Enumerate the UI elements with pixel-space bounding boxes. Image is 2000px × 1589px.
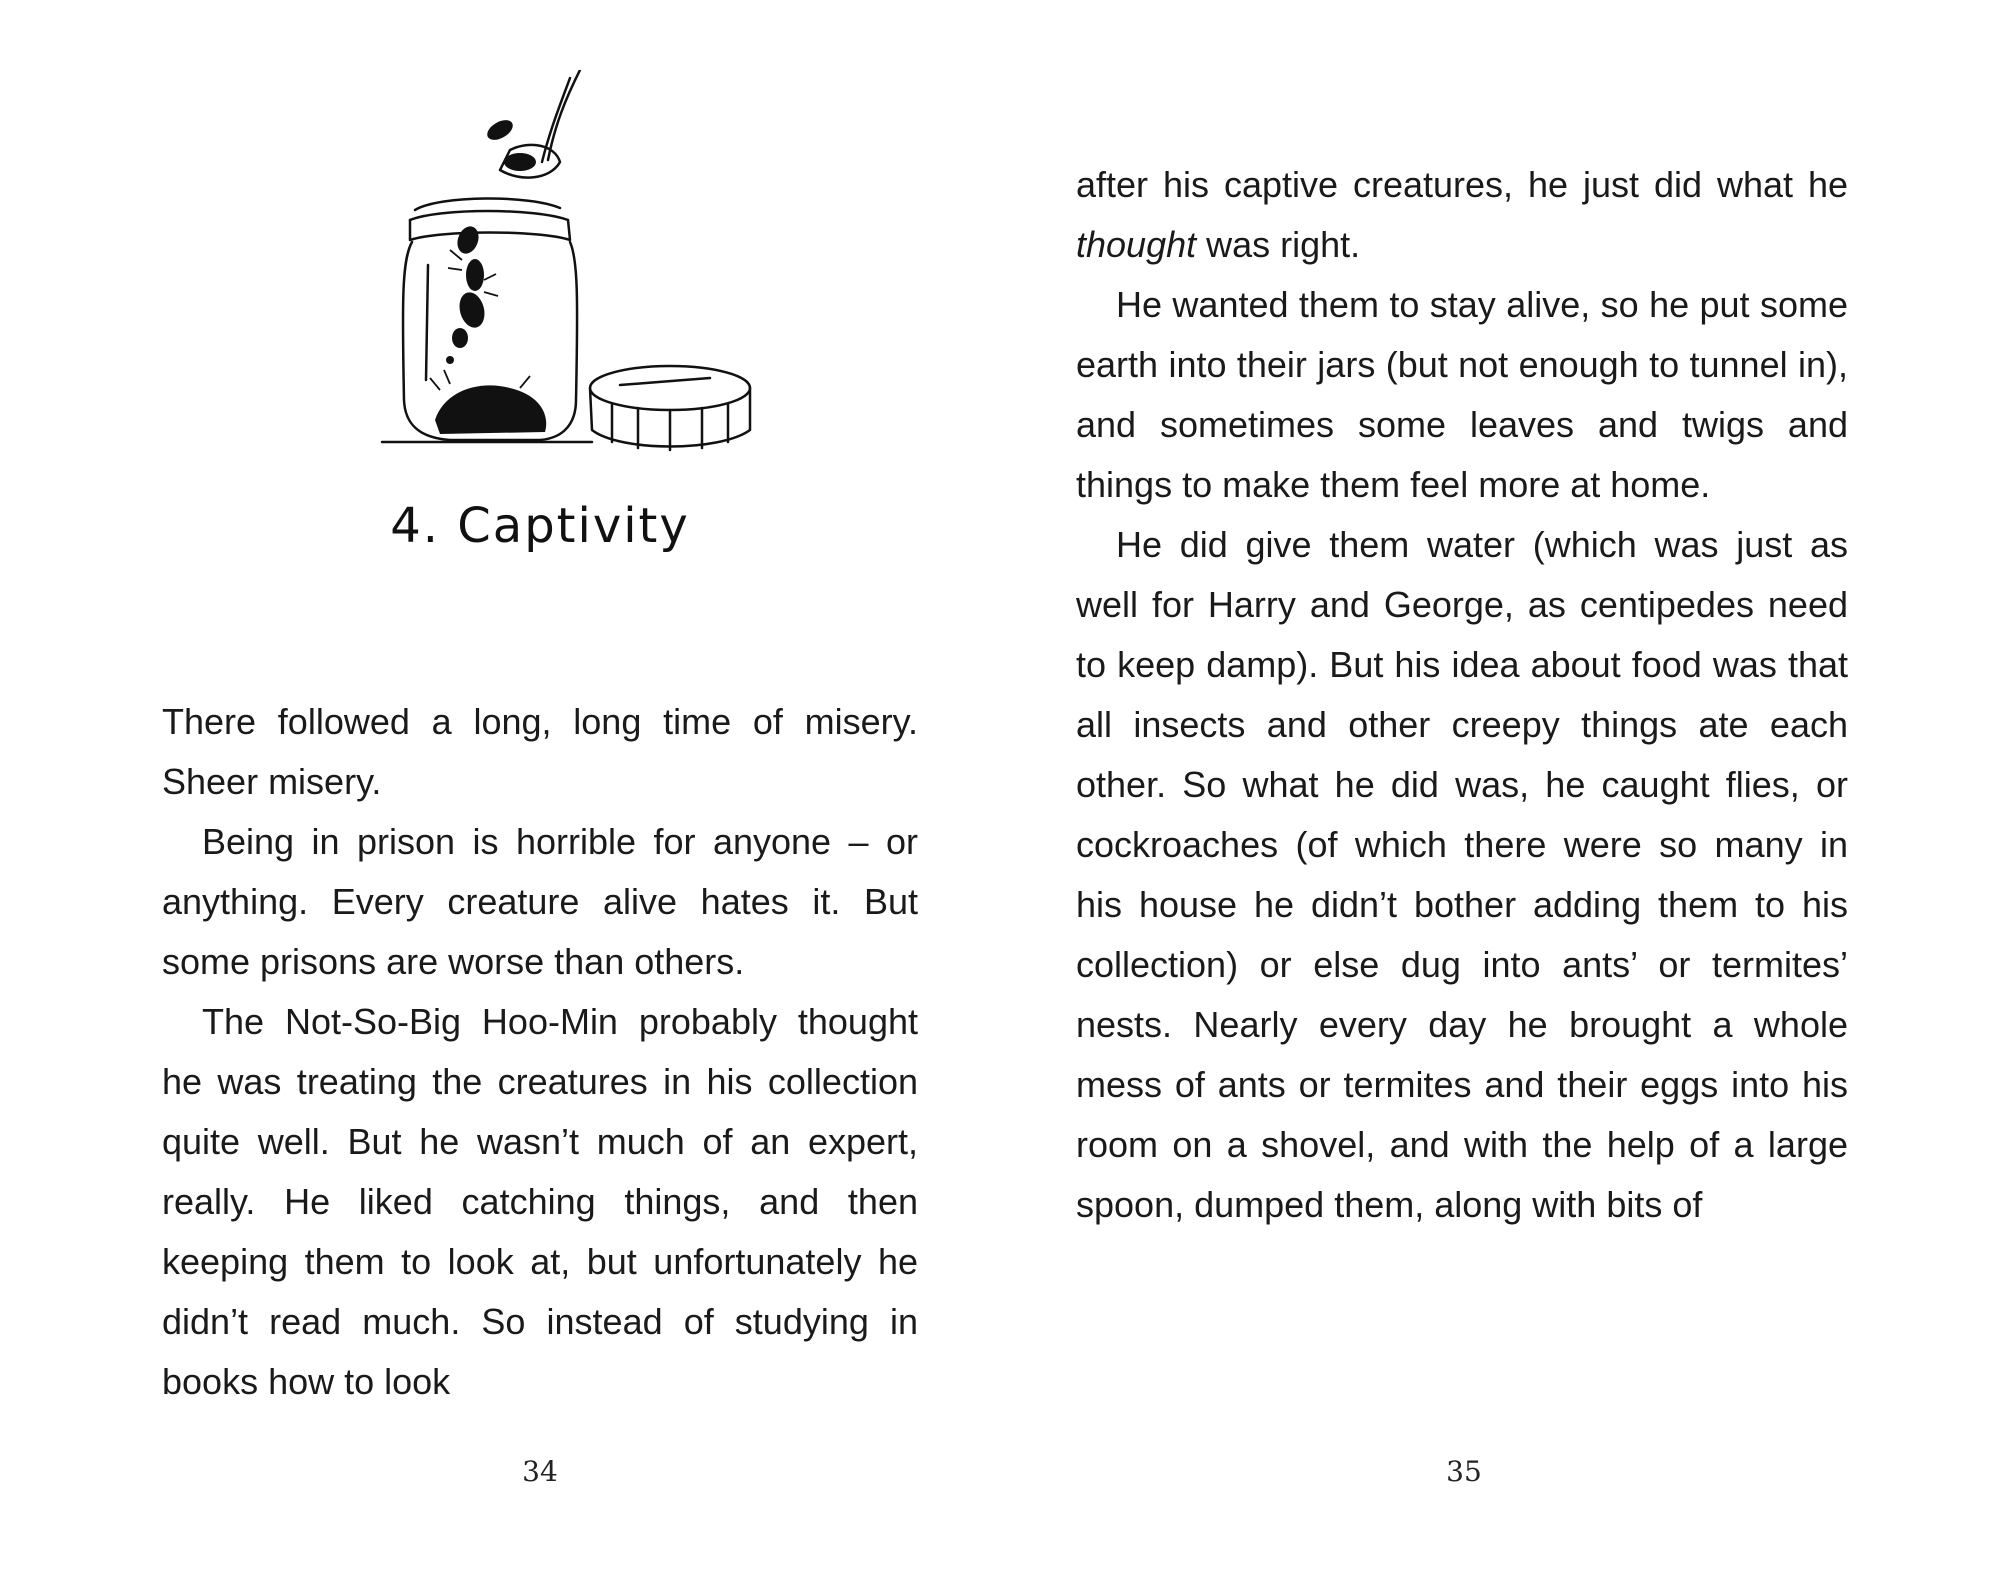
right-page — [1000, 0, 2000, 1589]
paragraph: There followed a long, long time of misery. Sheer misery. — [162, 701, 918, 802]
paragraph — [1076, 155, 1848, 275]
right-page-body — [1076, 155, 1848, 1235]
left-page-body — [162, 692, 918, 1412]
paragraph-text: was right. — [1196, 224, 1361, 265]
emphasis-text: thought — [1076, 224, 1197, 265]
paragraph: The Not-So-Big Hoo-Min probably thought he was treating the creatures in his collection quite well. But he wasn’t much of an expert, really. He liked catching things, and then keeping them to look at, but unfortunately he didn’t read much. So instead of studying in books how to look — [162, 1001, 918, 1402]
paragraph: He did give them water (which was just as well for Harry and George, as centipedes need to keep damp). But his idea about food was that all insects and other creepy things ate each other. So what he did was, he caught flies, or cockroaches (of which there were so many in his house he didn’t bother adding them to his collection) or else dug into ants’ or termites’ nests. Nearly every day he brought a whole mess of ants or termites and their eggs into his room on a shovel, and with the help of a large spoon, dumped them, along with bits of — [1076, 524, 1848, 1225]
page-number: 34 — [522, 1455, 558, 1488]
paragraph: Being in prison is horrible for anyone – or anything. Every creature alive hates it. But some prisons are worse than others. — [162, 821, 918, 982]
jar-with-spoon-and-lid-icon — [380, 70, 760, 470]
paragraph: He wanted them to stay alive, so he put some earth into their jars (but not enough to tunnel in), and sometimes some leaves and twigs and things to make them feel more at home. — [1076, 284, 1848, 505]
chapter-title: 4. Captivity — [390, 498, 690, 554]
page-number: 35 — [1446, 1455, 1482, 1488]
paragraph-text: after his captive creatures, he just did what he — [1076, 164, 1848, 205]
